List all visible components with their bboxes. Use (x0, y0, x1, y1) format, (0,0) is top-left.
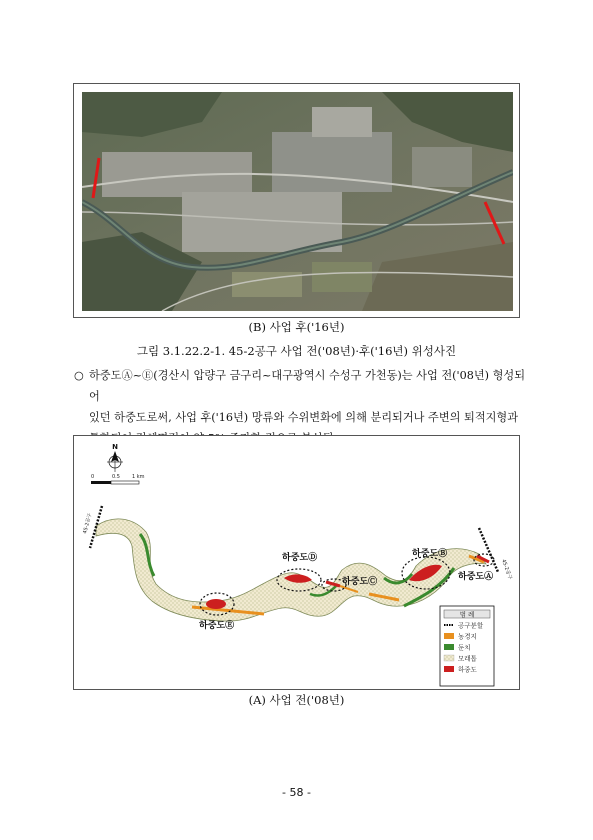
river-map (74, 436, 519, 689)
svg-text:범 례: 범 례 (459, 610, 475, 619)
svg-text:45-2공구: 45-2공구 (500, 558, 513, 581)
island-label-e: 하중도Ⓔ (199, 621, 235, 631)
satellite-image (82, 92, 513, 311)
island-label-b: 하중도Ⓑ (412, 549, 448, 559)
svg-text:농경지: 농경지 (458, 632, 477, 641)
map-legend (440, 606, 494, 686)
bullet-line-1: 하중도Ⓐ~Ⓔ(경산시 압량구 금구리~대구광역시 수성구 가천동)는 사업 전('08년) 형성되어 (89, 369, 525, 403)
bullet-line-2: 있던 하중도로써, 사업 후('16년) 망류와 수위변화에 의해 분리되거나 주변의 퇴적지형과 (89, 411, 519, 424)
svg-text:모래톱: 모래톱 (458, 654, 477, 663)
svg-text:0.5: 0.5 (112, 474, 120, 480)
page-number: - 58 - (282, 786, 311, 799)
svg-text:45-2공구: 45-2공구 (82, 512, 94, 535)
island-label-c: 하중도Ⓒ (342, 577, 378, 587)
figure-caption: 그림 3.1.22.2-1. 45-2공구 사업 전('08년)·후('16년) 위성사진 (136, 344, 457, 358)
svg-text:1 km: 1 km (132, 474, 145, 480)
svg-text:하중도: 하중도 (458, 665, 477, 674)
bottom-sub-caption: (A) 사업 전('08년) (248, 693, 345, 707)
river-map-frame (73, 435, 520, 690)
bullet-mark: ○ (74, 369, 84, 382)
top-sub-caption: (B) 사업 후('16년) (248, 320, 345, 334)
svg-text:0: 0 (91, 474, 95, 480)
north-arrow-icon (107, 443, 123, 472)
svg-text:둔치: 둔치 (458, 643, 471, 652)
satellite-figure-frame (73, 83, 520, 318)
svg-text:N: N (112, 443, 118, 451)
svg-text:공구분할: 공구분할 (458, 621, 484, 630)
scale-bar (91, 474, 145, 484)
island-label-d: 하중도Ⓓ (282, 553, 318, 563)
island-label-a: 하중도Ⓐ (458, 572, 494, 582)
